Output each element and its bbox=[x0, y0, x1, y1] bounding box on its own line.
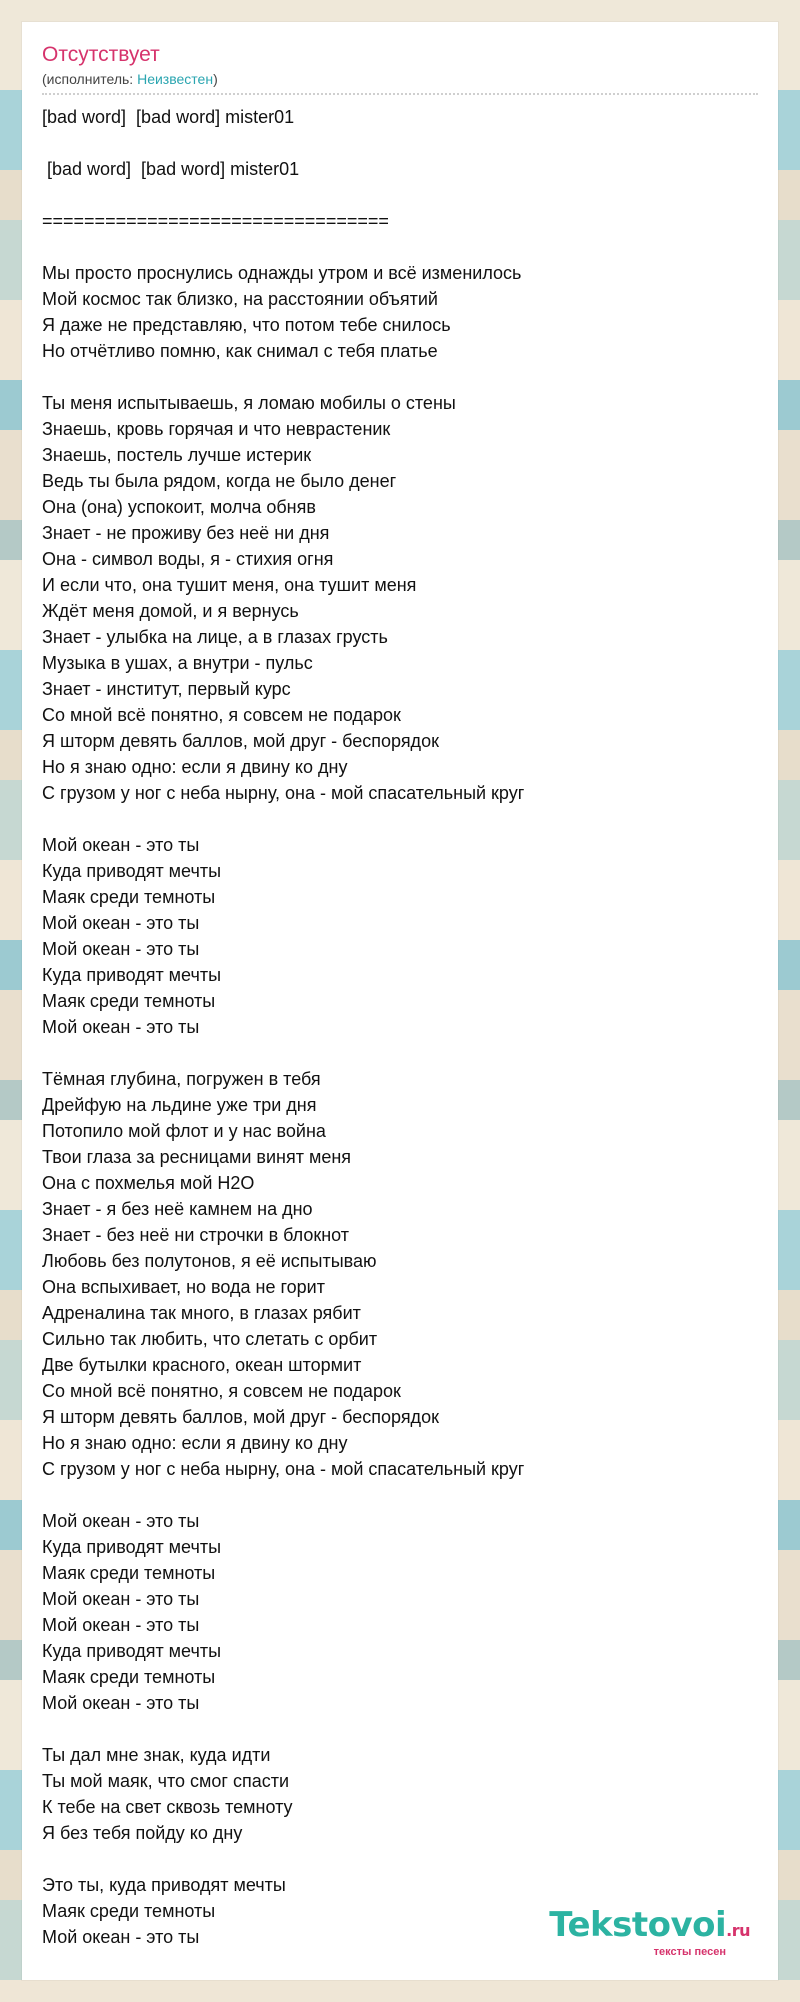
lyrics-line: Мой океан - это ты bbox=[42, 835, 200, 855]
lyrics-line: Ты мой маяк, что смог спасти bbox=[42, 1771, 290, 1791]
site-logo[interactable] bbox=[549, 1907, 750, 1958]
lyrics-line: Куда приводят мечты bbox=[42, 965, 222, 985]
lyrics-line: Маяк среди темноты bbox=[42, 991, 216, 1011]
lyrics-line: Она (она) успокоит, молча обняв bbox=[42, 497, 316, 517]
lyrics-line: С грузом у ног с неба нырну, она - мой спасательный круг bbox=[42, 783, 525, 803]
lyrics-blank-line bbox=[42, 130, 742, 156]
lyrics-line: Ты дал мне знак, куда идти bbox=[42, 1745, 271, 1765]
logo-tld: .ru bbox=[726, 1921, 750, 1940]
lyrics-line: Сильно так любить, что слетать с орбит bbox=[42, 1329, 378, 1349]
lyrics-text bbox=[42, 104, 742, 1950]
lyrics-line: Ждёт меня домой, и я вернусь bbox=[42, 601, 299, 621]
lyrics-line: Но отчётливо помню, как снимал с тебя платье bbox=[42, 341, 438, 361]
lyrics-line: Адреналина так много, в глазах рябит bbox=[42, 1303, 361, 1323]
lyrics-blank-line bbox=[42, 1716, 742, 1742]
lyrics-line: Тёмная глубина, погружен в тебя bbox=[42, 1069, 321, 1089]
lyrics-line: Мой океан - это ты bbox=[42, 1511, 200, 1531]
lyrics-line: Ты меня испытываешь, я ломаю мобилы о стены bbox=[42, 393, 456, 413]
lyrics-line: Маяк среди темноты bbox=[42, 1901, 216, 1921]
lyrics-line: Мой океан - это ты bbox=[42, 1017, 200, 1037]
lyrics-blank-line bbox=[42, 806, 742, 832]
artist-line bbox=[42, 70, 758, 88]
lyrics-blank-line bbox=[42, 1040, 742, 1066]
lyrics-line: Маяк среди темноты bbox=[42, 887, 216, 907]
lyrics-line: Я шторм девять баллов, мой друг - беспорядок bbox=[42, 731, 439, 751]
lyrics-line: Знаешь, постель лучше истерик bbox=[42, 445, 312, 465]
lyrics-blank-line bbox=[42, 234, 742, 260]
lyrics-line: Со мной всё понятно, я совсем не подарок bbox=[42, 1381, 401, 1401]
lyrics-line: Дрейфую на льдине уже три дня bbox=[42, 1095, 317, 1115]
lyrics-line: Куда приводят мечты bbox=[42, 1641, 222, 1661]
lyrics-line: Маяк среди темноты bbox=[42, 1667, 216, 1687]
lyrics-blank-line bbox=[42, 182, 742, 208]
lyrics-line: Знает - не проживу без неё ни дня bbox=[42, 523, 330, 543]
song-title: Отсутствует bbox=[42, 43, 160, 66]
lyrics-line: Мой океан - это ты bbox=[42, 913, 200, 933]
lyrics-line: Знает - без неё ни строчки в блокнот bbox=[42, 1225, 350, 1245]
lyrics-line: Я даже не представляю, что потом тебе снилось bbox=[42, 315, 451, 335]
artist-suffix: ) bbox=[213, 71, 218, 87]
lyrics-line: Она с похмелья мой H2O bbox=[42, 1173, 255, 1193]
lyrics-line: Куда приводят мечты bbox=[42, 1537, 222, 1557]
lyrics-line: Потопило мой флот и у нас война bbox=[42, 1121, 326, 1141]
lyrics-line: Мой космос так близко, на расстоянии объятий bbox=[42, 289, 438, 309]
lyrics-line: К тебе на свет сквозь темноту bbox=[42, 1797, 293, 1817]
lyrics-line: Но я знаю одно: если я двину ко дну bbox=[42, 757, 348, 777]
lyrics-line: Со мной всё понятно, я совсем не подарок bbox=[42, 705, 401, 725]
lyrics-line: Она - символ воды, я - стихия огня bbox=[42, 549, 334, 569]
lyrics-line: Знает - улыбка на лице, а в глазах грусть bbox=[42, 627, 388, 647]
lyrics-line: Куда приводят мечты bbox=[42, 861, 222, 881]
lyrics-line: Мы просто проснулись однажды утром и всё изменилось bbox=[42, 263, 522, 283]
lyrics-line: Это ты, куда приводят мечты bbox=[42, 1875, 286, 1895]
lyrics-line: Любовь без полутонов, я её испытываю bbox=[42, 1251, 377, 1271]
lyrics-blank-line bbox=[42, 1482, 742, 1508]
lyrics-line: Две бутылки красного, океан штормит bbox=[42, 1355, 362, 1375]
lyrics-line: Ведь ты была рядом, когда не было денег bbox=[42, 471, 397, 491]
logo-tagline: тексты песен bbox=[653, 1946, 726, 1958]
lyrics-line: Мой океан - это ты bbox=[42, 1693, 200, 1713]
artist-link[interactable]: Неизвестен bbox=[137, 71, 214, 87]
lyrics-blank-line bbox=[42, 364, 742, 390]
lyrics-line: [bad word] [bad word] mister01 bbox=[42, 159, 300, 179]
lyrics-line: Но я знаю одно: если я двину ко дну bbox=[42, 1433, 348, 1453]
artist-prefix: (исполнитель: bbox=[42, 71, 138, 87]
lyrics-line: Маяк среди темноты bbox=[42, 1563, 216, 1583]
lyrics-card bbox=[22, 22, 778, 1980]
lyrics-line: Мой океан - это ты bbox=[42, 1589, 200, 1609]
lyrics-line: Знает - я без неё камнем на дно bbox=[42, 1199, 313, 1219]
lyrics-line: Музыка в ушах, а внутри - пульс bbox=[42, 653, 313, 673]
header-divider bbox=[42, 93, 758, 95]
lyrics-line: [bad word] [bad word] mister01 bbox=[42, 107, 295, 127]
lyrics-line: Мой океан - это ты bbox=[42, 1927, 200, 1947]
lyrics-line: Знаешь, кровь горячая и что неврастеник bbox=[42, 419, 391, 439]
lyrics-line: Я шторм девять баллов, мой друг - беспорядок bbox=[42, 1407, 439, 1427]
song-header bbox=[42, 42, 758, 88]
lyrics-line: С грузом у ног с неба нырну, она - мой спасательный круг bbox=[42, 1459, 525, 1479]
lyrics-line: Знает - институт, первый курс bbox=[42, 679, 291, 699]
lyrics-line: И если что, она тушит меня, она тушит меня bbox=[42, 575, 417, 595]
lyrics-line: ================================= bbox=[42, 211, 389, 231]
lyrics-line: Я без тебя пойду ко дну bbox=[42, 1823, 243, 1843]
lyrics-blank-line bbox=[42, 1846, 742, 1872]
logo-wordmark: Tekstovoi bbox=[549, 1905, 727, 1945]
lyrics-line: Она вспыхивает, но вода не горит bbox=[42, 1277, 325, 1297]
lyrics-line: Твои глаза за ресницами винят меня bbox=[42, 1147, 352, 1167]
lyrics-line: Мой океан - это ты bbox=[42, 939, 200, 959]
lyrics-line: Мой океан - это ты bbox=[42, 1615, 200, 1635]
